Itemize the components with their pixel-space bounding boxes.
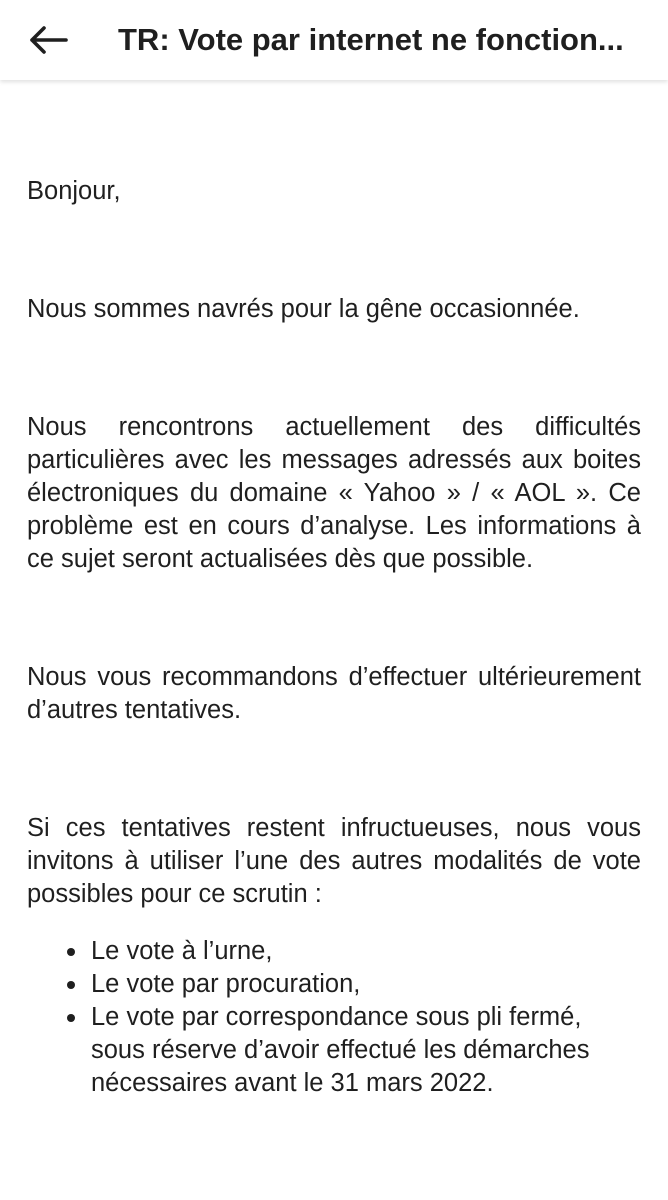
list-item [91,1001,641,1100]
list-item-text: Le vote par correspondance sous pli fermé, sous réserve d’avoir effectué les démarches nécessaires avant le 31 mars 2022. [91,1003,590,1097]
bullet-icon [67,948,75,956]
bullet-icon [67,981,75,989]
message-subject-title: TR: Vote par internet ne fonction... [118,22,624,57]
greeting-text: Bonjour, [27,177,121,205]
difficulties-paragraph: Nous rencontrons actuellement des difficultés particulières avec les messages adressés aux boites électroniques du domaine « Yahoo » / « AOL ». Ce problème est en cours d’analyse. Les informations à ce sujet seront actualisées dès que possible. [27,413,641,573]
arrow-left-icon [28,25,68,55]
list-item-text: Le vote par procuration, [91,970,361,998]
apology-paragraph: Nous sommes navrés pour la gêne occasionnée. [27,295,580,323]
app-bar [0,0,668,80]
recommendation-paragraph: Nous vous recommandons d’effectuer ultérieurement d’autres tentatives. [27,663,641,724]
list-item [91,935,641,968]
bullet-icon [67,1014,75,1022]
message-body [27,80,641,1100]
invitation-paragraph: Si ces tentatives restent infructueuses, nous vous invitons à utiliser l’une des autres modalités de vote possibles pour ce scrutin : [27,814,641,908]
list-item-text: Le vote à l’urne, [91,937,273,965]
back-button[interactable] [22,14,74,66]
list-item [91,968,641,1001]
voting-options-list [27,935,641,1100]
